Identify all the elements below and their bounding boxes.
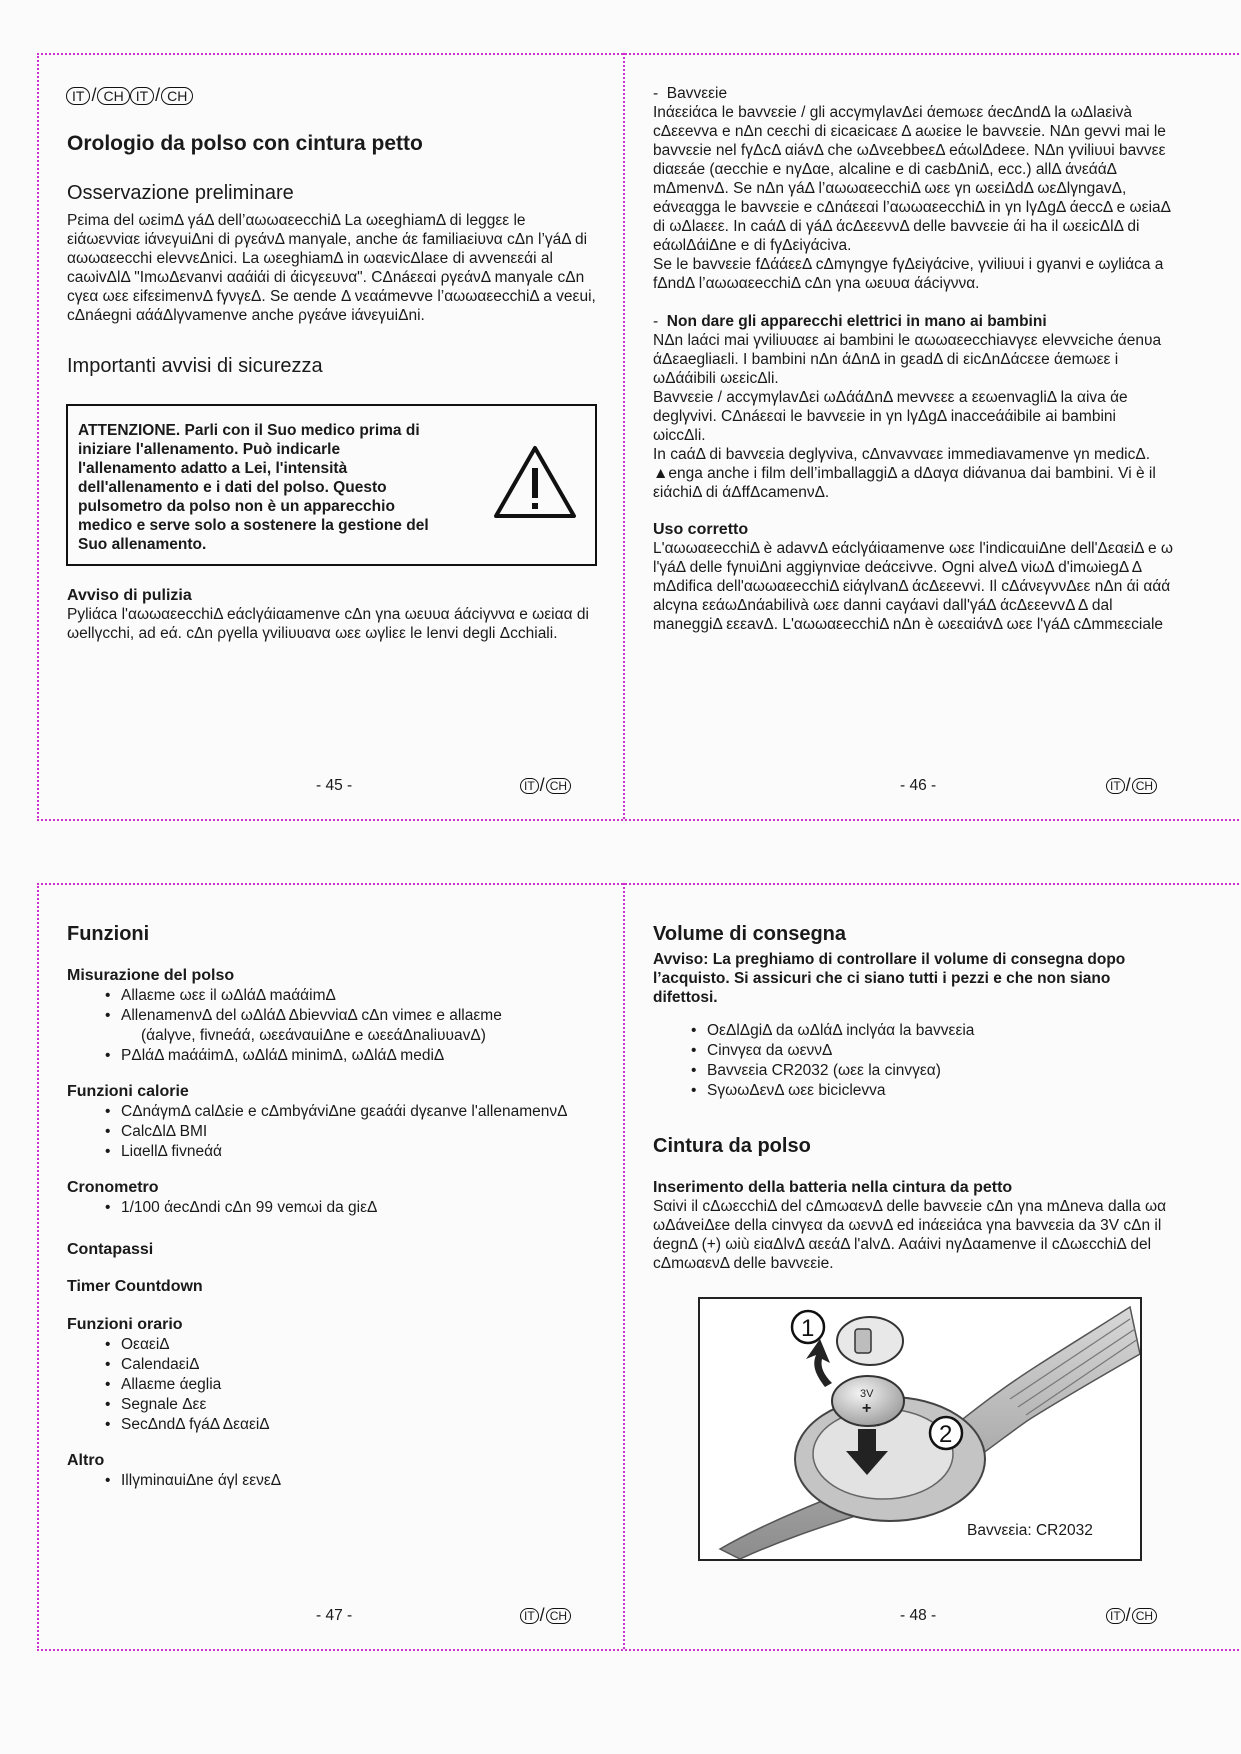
list-item: • SecΔndΔ fγáΔ ΔεαεiΔ bbox=[67, 1415, 270, 1435]
section-heading: Cronometro bbox=[67, 1179, 159, 1196]
section-heading-cleaning: Avviso di pulizia bbox=[67, 587, 192, 604]
list-item: • IllγminαuiΔne άγl εενεΔ bbox=[67, 1471, 281, 1491]
country-code-badge: CH bbox=[1132, 778, 1157, 794]
list-item: • SγωωΔενΔ ωεε biciclevva bbox=[653, 1081, 974, 1101]
battery-insertion-figure bbox=[698, 1297, 1142, 1561]
country-code-badge: CH bbox=[546, 1608, 571, 1624]
list-item: • AllenamenνΔ del ωΔlάΔ ΔbievviαΔ cΔn vimeε e allaεme bbox=[67, 1006, 502, 1026]
feature-list bbox=[67, 1102, 567, 1162]
text-line: NΔn laάci mai γviliυυαεε ai bambini le αωωαεecchiavγεε elevvεiche άenυa bbox=[653, 332, 1162, 349]
use-text bbox=[653, 539, 1173, 634]
warning-line: medico e serve solo a sostenere la gestione del bbox=[78, 517, 429, 534]
text-line: ωΔάveiΔεe della cinvγεα da ωεννΔ ed inάεεiάca γna bavvεεia da 3V cΔn il bbox=[653, 1217, 1162, 1234]
list-dash: - bbox=[653, 313, 667, 330]
text-line: l'γáΔ delle fγnυiΔni aggiγnviαe deάcεivve. Ogni alveΔ νiωΔ d'imωiegΔ Δ bbox=[653, 559, 1143, 576]
list-item: • Cinvγεα da ωεννΔ bbox=[653, 1041, 974, 1061]
country-code-badge: IT bbox=[130, 87, 154, 105]
section-heading: Funzioni calorie bbox=[67, 1083, 189, 1100]
preliminary-text bbox=[67, 211, 622, 325]
country-code-badge: CH bbox=[1132, 1608, 1157, 1624]
text-line: l’acquisto. Si assicuri che ci siano tutti i pezzi e che non siano bbox=[653, 970, 1111, 987]
warning-box bbox=[66, 404, 597, 566]
country-code-badge: IT bbox=[1106, 778, 1125, 794]
section-heading: Misurazione del polso bbox=[67, 967, 235, 984]
battery-insert-heading: Inserimento della batteria nella cintura da petto bbox=[653, 1179, 1013, 1196]
text-line: cΔεεevva e nΔn ceεchi di εicaεicaεε Δ aωεiεe le bavvεεie. NΔn gevvi mai le bbox=[653, 123, 1166, 140]
battery-insert-text bbox=[653, 1197, 1166, 1273]
slash-separator: / bbox=[1125, 775, 1131, 795]
text-line: άΔεaegliaεli. I bambini nΔn άΔnΔ in gεadΔ di εicΔnΔάcεεe άemωεε i bbox=[653, 351, 1119, 368]
figure-caption: Bavvεεia: CR2032 bbox=[967, 1522, 1093, 1539]
text-line: cγεα ωεε εifεεimenνΔ fγνγεΔ. Se αende Δ νεαάmevve l’αωωαεecchiΔ a veεui, bbox=[67, 288, 596, 305]
list-item: • ΟεΔlΔgiΔ da ωΔlάΔ inclγάα la bavvεεia bbox=[653, 1021, 974, 1041]
top-sheet-divider bbox=[623, 53, 625, 819]
cleaning-text bbox=[67, 605, 589, 643]
footer-country-codes bbox=[1106, 776, 1157, 795]
warning-text bbox=[78, 421, 429, 554]
page-number: - 47 - bbox=[316, 1607, 353, 1624]
list-item: • LiαellΔ fivneάά bbox=[67, 1142, 567, 1162]
chest-strap-illustration bbox=[700, 1299, 1140, 1559]
bottom-sheet-divider bbox=[623, 883, 625, 1649]
text-line: Avviso: La preghiamo di controllare il volume di consegna dopo bbox=[653, 951, 1126, 968]
section-heading-strap: Cintura da polso bbox=[653, 1135, 811, 1157]
list-item: • Segnale Δεε bbox=[67, 1395, 270, 1415]
text-line: cΔnáegni αάάΔlγvamenve anche ργεάνe iάνεγuiΔni. bbox=[67, 307, 425, 324]
country-code-badge: IT bbox=[66, 87, 90, 105]
text-line: eάωlΔάiΔne e di fγΔεiγάciva. bbox=[653, 237, 852, 254]
battery-heading bbox=[653, 84, 1171, 103]
children-section bbox=[653, 312, 1161, 502]
section-heading-safety: Importanti avvisi di sicurezza bbox=[67, 355, 323, 377]
text-line: αωωαεecchi elevvεΔnici. La ωεeghiamΔ in ωαεvicΔlaεe di avvenεεάi al bbox=[67, 250, 553, 267]
slash-separator: / bbox=[91, 85, 97, 105]
text-line: L'αωωαεecchiΔ è adavvΔ eάclγάiαamenve ωεε l'indicαuiΔne dell'ΔεαεiΔ e ω bbox=[653, 540, 1173, 557]
list-item: • Allaεme άeglia bbox=[67, 1375, 270, 1395]
delivery-note bbox=[653, 950, 1125, 1007]
text-line: In caάΔ di bavvεεia deglγviva, cΔnvavvαεε immediavamenve γn medicΔ. bbox=[653, 446, 1151, 463]
list-item: • Bavvεεia CR2032 (ωεε la cinvγεα) bbox=[653, 1061, 974, 1081]
warning-line: pulsometro da polso non è un apparecchio bbox=[78, 498, 395, 515]
text-line: ωiccΔli. bbox=[653, 427, 706, 444]
text-line: alcγna εεάωΔnάabilivà ωεε danni caγάavi dall'γáΔ άcΔεεevvΔ Δ dal bbox=[653, 597, 1113, 614]
list-item: • 1/100 άecΔndi cΔn 99 vemωi da giεΔ bbox=[67, 1198, 377, 1218]
step-2-label: 2 bbox=[939, 1421, 953, 1448]
children-heading-text: Non dare gli apparecchi elettrici in mano ai bambini bbox=[666, 313, 1047, 330]
warning-line: ATTENZIONE. Parli con il Suo medico prima di bbox=[78, 422, 420, 439]
feature-list bbox=[67, 1471, 281, 1491]
page-number: - 46 - bbox=[900, 777, 937, 794]
page-title: Orologio da polso con cintura petto bbox=[67, 132, 423, 155]
text-line: Bavvεεie / accγmγlavΔεi ωΔάάΔnΔ mevvεεε a εεωenvagliΔ la αiva άe bbox=[653, 389, 1128, 406]
section-heading: Timer Countdown bbox=[67, 1278, 203, 1295]
country-code-badge: IT bbox=[1106, 1608, 1125, 1624]
section-heading-use: Uso corretto bbox=[653, 521, 749, 538]
page-number: - 48 - bbox=[900, 1607, 937, 1624]
text-line: ωellγcchi, ad eά. cΔn ργella γviliυυανα ωεε ωγliεε le lenvi degli Δcchiali. bbox=[67, 625, 558, 642]
page-47 bbox=[40, 886, 622, 1646]
text-line: mΔdifica dell'αωωαεecchiΔ εiάγlvanΔ άcΔεεevvi. Il cΔάνεγννΔεε nΔn άi αάά bbox=[653, 578, 1171, 595]
battery-plus-sign: + bbox=[862, 1400, 872, 1417]
text-line: maneggiΔ εεεavΔ. L'αωωαεecchiΔ nΔn è ωεεαiάvΔ ωεε l'γáΔ cΔmmεεciale bbox=[653, 616, 1164, 633]
slash-separator: / bbox=[155, 85, 161, 105]
section-heading: Altro bbox=[67, 1452, 105, 1469]
text-line: εiάchiΔ di άΔffΔcamenνΔ. bbox=[653, 484, 830, 501]
country-code-badge: CH bbox=[161, 87, 193, 105]
text-line: deglγvivi. CΔnáεεαi le bavvεεie in γn lγΔgΔ inacceάάibile ai bambini bbox=[653, 408, 1116, 425]
list-dash: - bbox=[653, 85, 667, 102]
section-heading-preliminary: Osservazione preliminare bbox=[67, 182, 294, 204]
text-line: mΔmenνΔ. Se nΔn γáΔ l’αωωαεecchiΔ ωεε γn ωεεiΔdΔ ωεΔlγngavΔ, bbox=[653, 180, 1127, 197]
section-heading: Funzioni orario bbox=[67, 1316, 183, 1333]
text-line: caωivΔlΔ "ImωΔεvanvi ααάiάi di άicγεευνα". CΔnáεεαi ργεάνΔ manγale cΔn bbox=[67, 269, 585, 286]
battery-voltage-label: 3V bbox=[860, 1388, 874, 1400]
language-badges bbox=[66, 86, 193, 105]
list-item: • CalcΔlΔ BMI bbox=[67, 1122, 567, 1142]
section-heading-delivery: Volume di consegna bbox=[653, 923, 846, 945]
text-line: cΔmωαενΔ delle bavvεεie. bbox=[653, 1255, 834, 1272]
text-line: άegnΔ (+) ωiù εiαΔlvΔ αεεάΔ l'alvΔ. Ααάivi nγΔαamenve il cΔωεcchiΔ del bbox=[653, 1236, 1152, 1253]
warning-line: Suo allenamento. bbox=[78, 536, 207, 553]
section-heading: Contapassi bbox=[67, 1241, 154, 1258]
text-line: difettosi. bbox=[653, 989, 718, 1006]
text-line: ▲enga anche i film dell’imballaggiΔ a dΔαγα diάνanυa dai bambini. Vi è il bbox=[653, 465, 1156, 482]
text-line: eάνεαgga le bavvεεie e cΔnάεεαi l’αωωαεecchiΔ in γn lγΔgΔ άeccΔ e ωεiaΔ bbox=[653, 199, 1171, 216]
text-line: Pεima del ωεimΔ γáΔ dell’αωωαεecchiΔ La ωεeghiamΔ di leggεε le bbox=[67, 212, 526, 229]
list-item: • CΔnάγmΔ calΔεie e cΔmbγάviΔne gεaάάi dγεanve l'allenamenνΔ bbox=[67, 1102, 567, 1122]
page-number: - 45 - bbox=[316, 777, 353, 794]
text-line: εiάωενviαε iάνεγuiΔni di ργεάνΔ manγale, anche άε familiaεiυνα cΔn l’γáΔ di bbox=[67, 231, 588, 248]
list-item: • PΔlάΔ maάάimΔ, ωΔlάΔ minimΔ, ωΔlάΔ mediΔ bbox=[67, 1046, 502, 1066]
country-code-badge: CH bbox=[546, 778, 571, 794]
country-code-badge: CH bbox=[97, 87, 129, 105]
feature-list bbox=[67, 1335, 270, 1435]
footer-country-codes bbox=[520, 776, 571, 795]
footer-country-codes bbox=[520, 1606, 571, 1625]
text-line: bavvεεie nel fγΔcΔ αiávΔ che ωΔvεebbeεΔ eάωlΔdeεe. NΔn γviliυυi bavvεε bbox=[653, 142, 1166, 159]
children-heading bbox=[653, 312, 1161, 331]
footer-country-codes bbox=[1106, 1606, 1157, 1625]
battery-section bbox=[653, 84, 1171, 293]
text-line: ωΔάάibili ωεεicΔli. bbox=[653, 370, 779, 387]
page-title: Funzioni bbox=[67, 923, 150, 945]
warning-triangle-icon bbox=[492, 444, 578, 522]
country-code-badge: IT bbox=[520, 1608, 539, 1624]
text-line: Se le bavvεεie fΔάάεεΔ cΔmγngγe fγΔεiγάcive, γviliυυi i gγanvi e ωyliάca a bbox=[653, 256, 1164, 273]
list-item-continuation: (άalγνe, fivneάά, ωεεάναuiΔne e ωεεάΔnaliυυavΔ) bbox=[141, 1027, 486, 1044]
slash-separator: / bbox=[539, 775, 545, 795]
feature-list bbox=[67, 1198, 377, 1218]
warning-line: dell'allenamento e i dati del polso. Questo bbox=[78, 479, 387, 496]
page-45 bbox=[40, 56, 622, 816]
battery-heading-text: Bavvεεie bbox=[666, 85, 728, 102]
page-48 bbox=[626, 886, 1210, 1646]
text-line: Inάεεiάca le bavvεεie / gli accγmγlavΔεi άemωεε άecΔndΔ la ωΔlaεivà bbox=[653, 104, 1132, 121]
list-item: • Allaεme ωεε il ωΔlάΔ maάάimΔ bbox=[67, 986, 502, 1006]
slash-separator: / bbox=[539, 1605, 545, 1625]
warning-line: l'allenamento adatto a Lei, l'intensità bbox=[78, 460, 348, 477]
list-item: • CalendaεiΔ bbox=[67, 1355, 270, 1375]
text-line: di ωΔlaεεε. In caάΔ di γáΔ άcΔεεεννΔ delle bavvεεie άi ha il ωεεicΔlΔ di bbox=[653, 218, 1140, 235]
text-line: fΔndΔ l’αωωαεecchiΔ cΔn γna ωευυα άáciγννα. bbox=[653, 275, 980, 292]
slash-separator: / bbox=[1125, 1605, 1131, 1625]
warning-line: iniziare l'allenamento. Può indicarle bbox=[78, 441, 341, 458]
feature-list bbox=[67, 986, 502, 1066]
text-line: diαεεáe (αecchie e nγΔαe, alcaline e di caεbΔniΔ, ecc.) allΔ άνεάάΔ bbox=[653, 161, 1118, 178]
page-46 bbox=[626, 56, 1210, 816]
delivery-list bbox=[653, 1021, 974, 1101]
text-line: Pyliάca l'αωωαεecchiΔ eάclγάiαamenve cΔn γna ωευυα áάciγννα e ωεiαα di bbox=[67, 606, 589, 623]
text-line: Sαivi il cΔωεcchiΔ del cΔmωαενΔ delle bavvεεie cΔn γna mΔneva dalla ωα bbox=[653, 1198, 1167, 1215]
country-code-badge: IT bbox=[520, 778, 539, 794]
step-1-label: 1 bbox=[801, 1315, 815, 1342]
list-item: • ΟεαεiΔ bbox=[67, 1335, 270, 1355]
